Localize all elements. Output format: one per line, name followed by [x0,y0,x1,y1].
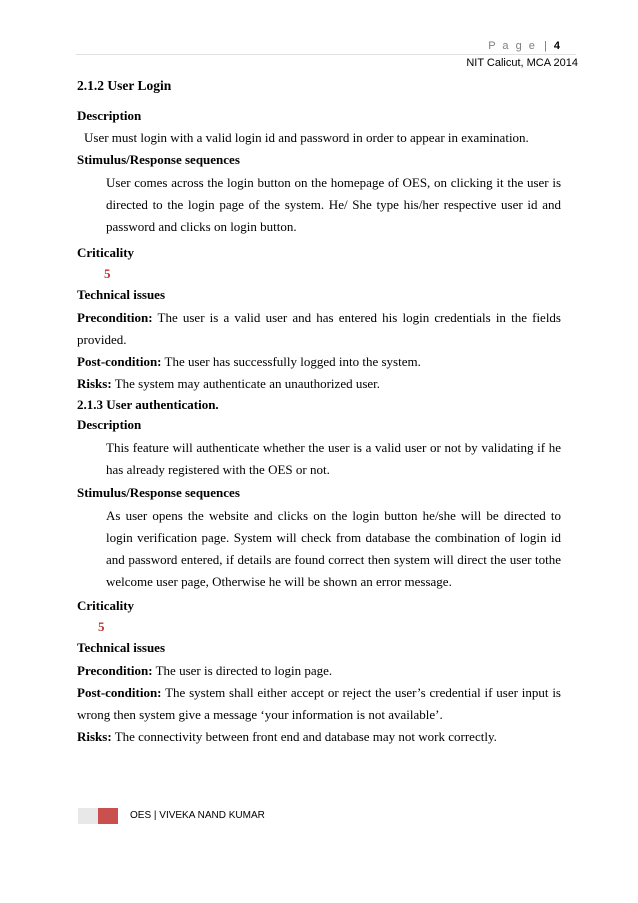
description-heading: Description [77,417,142,432]
postcondition [77,351,561,373]
header-subtitle: NIT Calicut, MCA 2014 [466,57,578,69]
technical-issues-heading: Technical issues [77,640,166,655]
stimulus-text: As user opens the website and clicks on the login button he/she will be directed to login verification page. System will check from database the combination of login id and password entered, if details are found correct then system will direct the user tothe welcome user page, Otherwise he will be shown an error message. [106,508,561,589]
risks-label: Risks: [77,729,112,744]
risks-label: Risks: [77,376,112,391]
description-heading: Description [77,108,142,123]
postcondition-text: The user has successfully logged into the system. [161,354,421,369]
risks [77,726,561,748]
precondition [77,660,561,682]
risks [77,373,561,395]
postcondition [77,682,561,726]
criticality-heading: Criticality [77,598,135,613]
description-text: This feature will authenticate whether the user is a valid user or not by validating if he has already registered with the OES or not. [106,440,561,477]
page-separator: | [543,40,547,52]
postcondition-text: The system shall either accept or reject the user’s credential if user input is wrong then system give a message ‘your information is not available’. [77,685,561,722]
precondition [77,307,561,351]
section-title-user-authentication: 2.1.3 User authentication. [77,397,219,412]
document-body [77,78,561,748]
postcondition-label: Post-condition: [77,685,162,700]
precondition-label: Precondition: [77,310,153,325]
description-text: User must login with a valid login id and password in order to appear in examination. [84,130,529,145]
precondition-label: Precondition: [77,663,153,678]
risks-text: The system may authenticate an unauthorized user. [111,376,381,391]
stimulus-text: User comes across the login button on the homepage of OES, on clicking it the user is directed to the login page of the system. He/ She type his/her respective user id and password and clicks on login button. [106,175,561,234]
technical-issues-heading: Technical issues [77,287,166,302]
stimulus-heading: Stimulus/Response sequences [77,152,240,167]
stimulus-heading: Stimulus/Response sequences [77,485,240,500]
precondition-text: The user is directed to login page. [152,663,333,678]
page-number: 4 [553,40,560,52]
criticality-value: 5 [104,266,111,281]
page-number-header [488,40,560,52]
risks-text: The connectivity between front end and database may not work correctly. [111,729,497,744]
page-label: P a g e [488,40,537,52]
criticality-value: 5 [98,619,105,634]
precondition-text: The user is a valid user and has entered his login credentials in the fields provided. [77,310,561,347]
header-divider [76,54,576,55]
postcondition-label: Post-condition: [77,354,162,369]
footer-accent-block [98,808,118,824]
footer-text: OES | VIVEKA NAND KUMAR [130,810,265,821]
criticality-heading: Criticality [77,245,135,260]
section-title-user-login: 2.1.2 User Login [77,78,172,93]
footer-grey-block [78,808,98,824]
